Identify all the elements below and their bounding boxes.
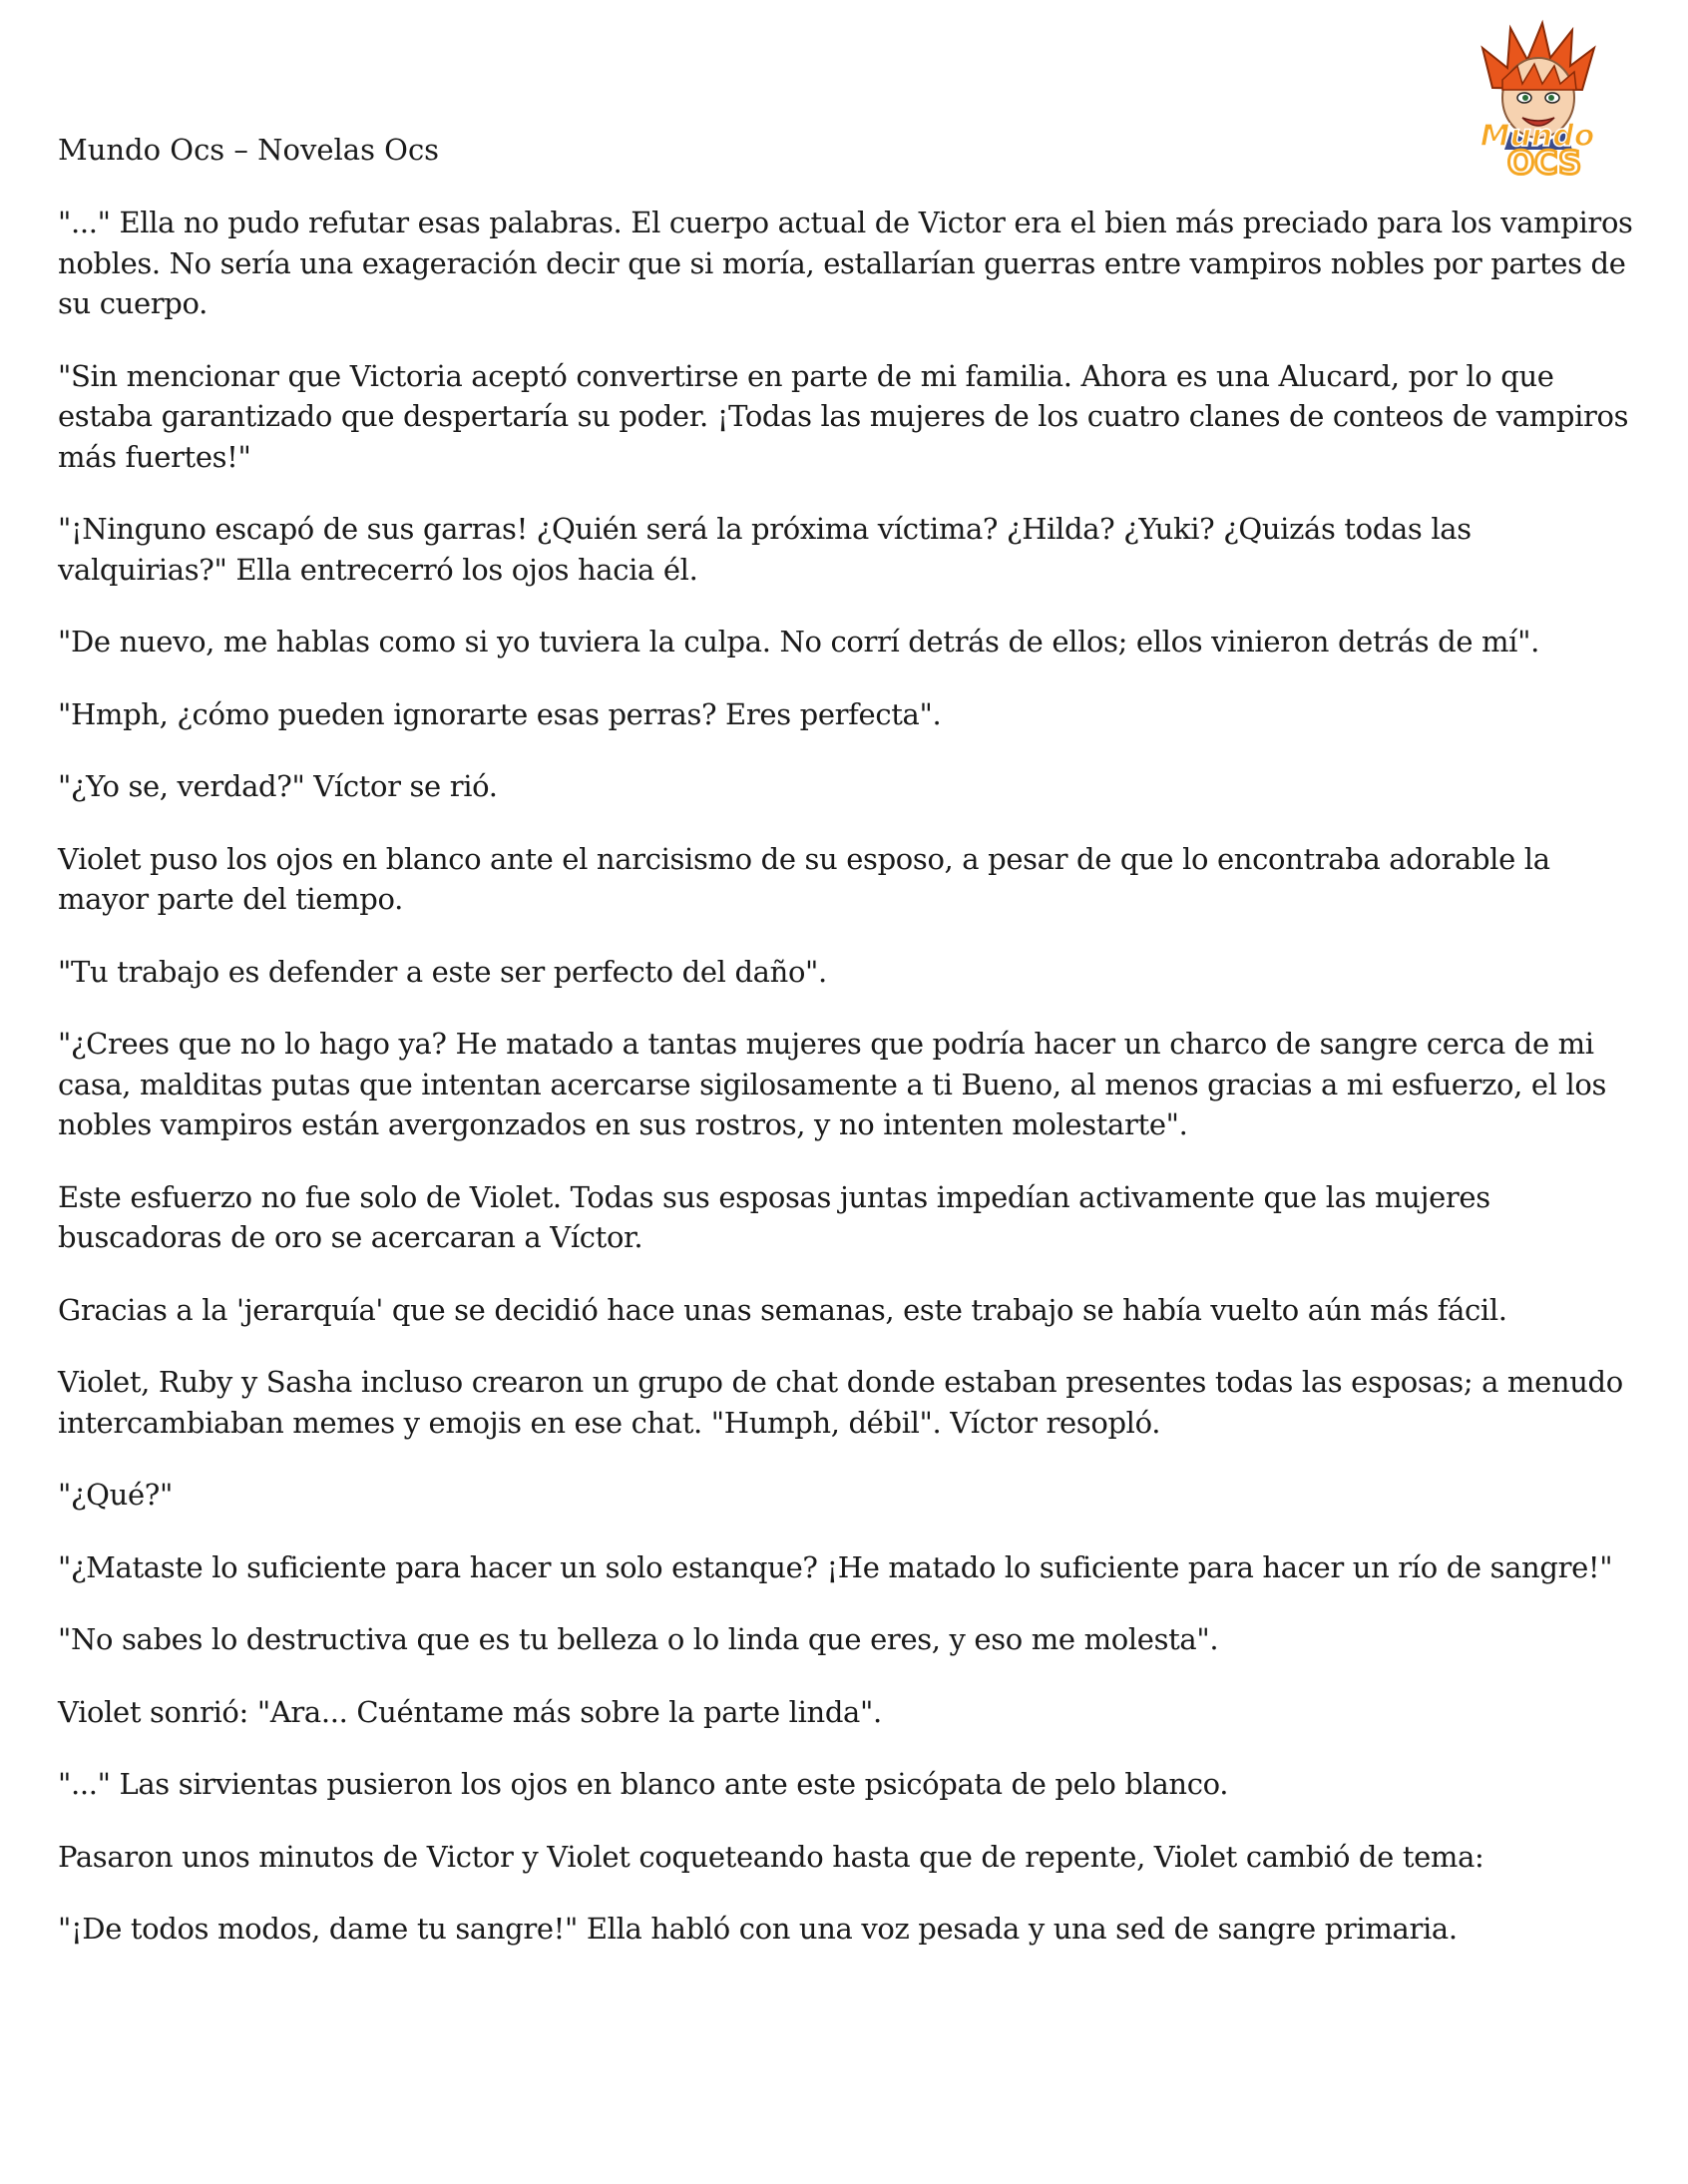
paragraph: "¿Mataste lo suficiente para hacer un solo estanque? ¡He matado lo suficiente para hacer un río de sangre!" (58, 1549, 1613, 1584)
paragraph: "No sabes lo destructiva que es tu belleza o lo linda que eres, y eso me molesta". (58, 1622, 1219, 1656)
paragraph: "¡Ninguno escapó de sus garras! ¿Quién será la próxima víctima? ¿Hilda? ¿Yuki? ¿Quizás todas las valquirias?" Ella entrecerró los ojos hacia él. (58, 512, 1472, 587)
paragraph: Este esfuerzo no fue solo de Violet. Todas sus esposas juntas impedían activamente que las mujeres buscadoras de oro se acercaran a Víctor. (58, 1179, 1490, 1254)
paragraph: "Tu trabajo es defender a este ser perfecto del daño". (58, 954, 827, 989)
mundo-ocs-logo (1463, 18, 1612, 178)
paragraph: "Sin mencionar que Victoria aceptó convertirse en parte de mi familia. Ahora es una Alucard, por lo que estaba garantizado que despertaría su poder. ¡Todas las mujeres de los cuatro clanes de conteos de vampiros más fuertes!" (58, 358, 1629, 474)
paragraph: "¿Qué?" (58, 1478, 173, 1512)
paragraph: "¿Crees que no lo hago ya? He matado a tantas mujeres que podría hacer un charco de sangre cerca de mi casa, malditas putas que intentan acercarse sigilosamente a ti Bueno, al menos gracias a mi esfuerzo, el los nobles vampiros están avergonzados en sus rostros, y no intenten molestarte". (58, 1027, 1607, 1141)
paragraph: Violet puso los ojos en blanco ante el narcisismo de su esposo, a pesar de que lo encontraba adorable la mayor parte del tiempo. (58, 841, 1550, 916)
paragraph: Gracias a la 'jerarquía' que se decidió hace unas semanas, este trabajo se había vuelto aún más fácil. (58, 1292, 1507, 1327)
paragraph: "¿Yo se, verdad?" Víctor se rió. (58, 769, 498, 803)
logo-text-ocs: OCS (1506, 144, 1582, 178)
paragraph: "De nuevo, me hablas como si yo tuviera la culpa. No corrí detrás de ellos; ellos vinieron detrás de mí". (58, 625, 1539, 658)
paragraph: Pasaron unos minutos de Victor y Violet coqueteando hasta que de repente, Violet cambió de tema: (58, 1839, 1484, 1874)
paragraph: "Hmph, ¿cómo pueden ignorarte esas perras? Eres perfecta". (58, 696, 942, 731)
paragraph: Violet, Ruby y Sasha incluso crearon un grupo de chat donde estaban presentes todas las esposas; a menudo intercambiaban memes y emojis en ese chat. "Humph, débil". Víctor resopló. (58, 1365, 1623, 1440)
document-body (58, 203, 1634, 1981)
document-page (58, 0, 1634, 2184)
paragraph: "¡De todos modos, dame tu sangre!" Ella habló con una voz pesada y una sed de sangre primaria. (58, 1912, 1458, 1946)
paragraph: "..." Las sirvientas pusieron los ojos en blanco ante este psicópata de pelo blanco. (58, 1767, 1229, 1801)
logo-text-mundo: Mundo (1479, 119, 1595, 154)
paragraph: Violet sonrió: "Ara... Cuéntame más sobre la parte linda". (58, 1694, 882, 1729)
paragraph: "..." Ella no pudo refutar esas palabras. El cuerpo actual de Victor era el bien más preciado para los vampiros nobles. No sería una exageración decir que si moría, estallarían guerras entre vampiros nobles por partes de su cuerpo. (58, 206, 1633, 320)
page-header: Mundo Ocs – Novelas Ocs (58, 133, 440, 167)
